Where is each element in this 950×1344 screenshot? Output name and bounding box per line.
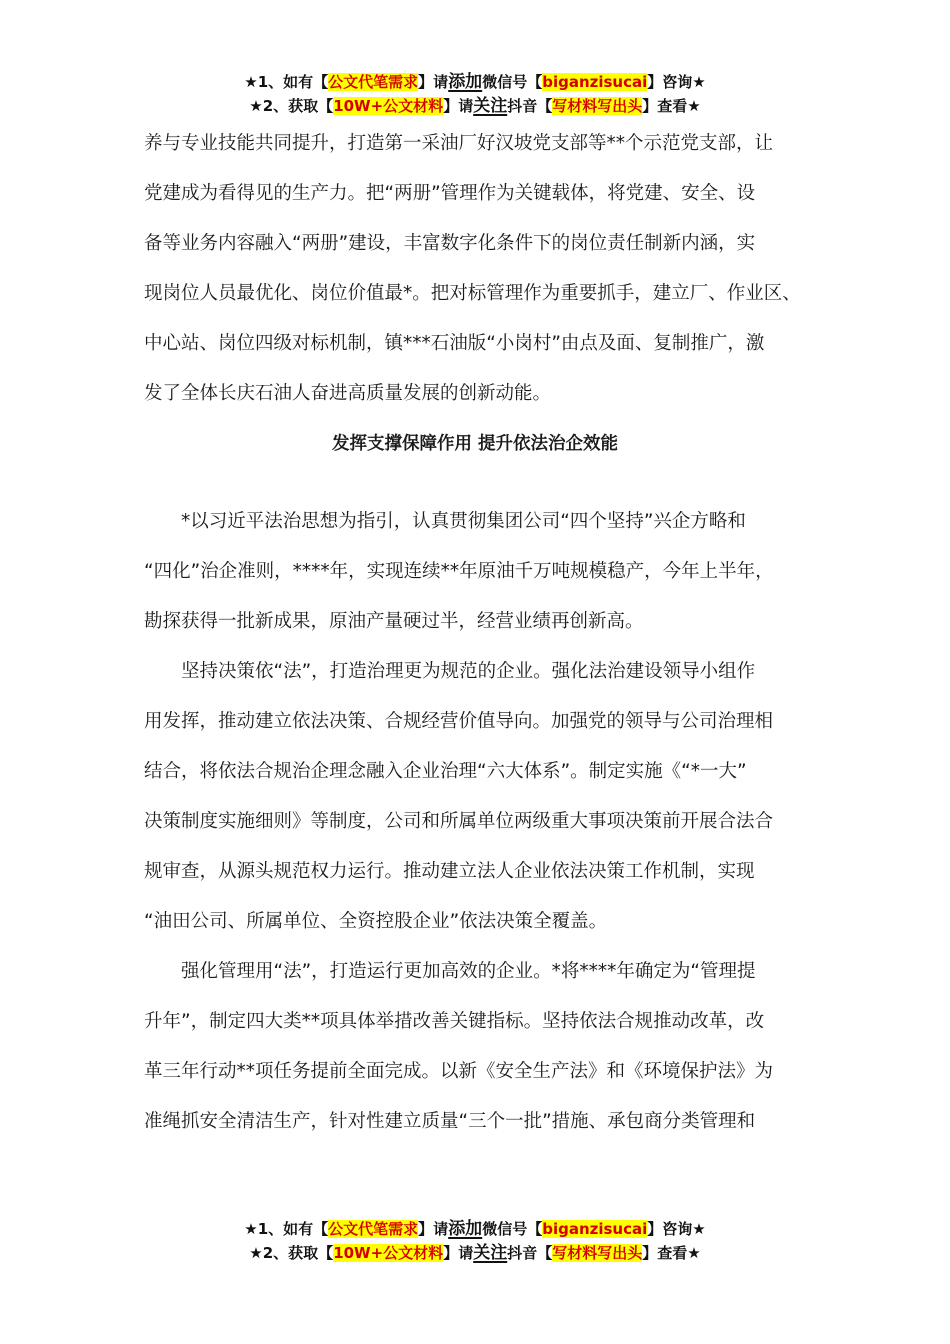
banner-text: 】查看★ <box>642 97 701 115</box>
body-line: 勘探获得一批新成果，原油产量硬过半，经营业绩再创新高。 <box>144 611 644 632</box>
body-line: 升年”，制定四大类**项具体举措改善关键指标。坚持依法合规推动改革，改 <box>144 1011 765 1032</box>
body-line: 结合，将依法合规治企理念融入企业治理“六大体系”。制定实施《“*一大” <box>144 761 747 782</box>
banner-text: ★2、获取【 <box>249 97 334 115</box>
banner-highlight: 10W+公文材料 <box>333 1244 444 1262</box>
banner-text: 】咨询★ <box>647 1220 706 1238</box>
banner-highlight: 公文代笔需求 <box>328 73 419 91</box>
banner-text: ★1、如有【 <box>244 1220 329 1238</box>
body-line: 用发挥，推动建立依法决策、合规经营价值导向。加强党的领导与公司治理相 <box>144 711 774 732</box>
body-line: 革三年行动**项任务提前全面完成。以新《安全生产法》和《环境保护法》为 <box>144 1061 774 1082</box>
body-line: 养与专业技能共同提升，打造第一采油厂好汉坡党支部等**个示范党支部，让 <box>144 133 774 154</box>
banner-douyin-id: 写材料写出头 <box>552 97 643 115</box>
bottom-banner <box>0 1217 950 1265</box>
banner-underlined: 关注 <box>473 96 508 116</box>
body-line: 发了全体长庆石油人奋进高质量发展的创新动能。 <box>144 383 552 404</box>
banner-douyin-id: 写材料写出头 <box>552 1244 643 1262</box>
banner-line-2 <box>0 1241 950 1265</box>
banner-text: 微信号【 <box>482 1220 543 1238</box>
body-line: “四化”治企准则，****年，实现连续**年原油千万吨规模稳产，今年上半年， <box>144 561 774 582</box>
banner-wechat-id: biganzisucai <box>542 73 648 91</box>
banner-text: 】请 <box>418 73 449 91</box>
body-line: *以习近平法治思想为指引，认真贯彻集团公司“四个坚持”兴企方略和 <box>181 511 746 532</box>
banner-text: 】请 <box>418 1220 449 1238</box>
banner-text: 】咨询★ <box>647 73 706 91</box>
banner-text: ★2、获取【 <box>249 1244 334 1262</box>
banner-text: 】查看★ <box>642 1244 701 1262</box>
body-line: “油田公司、所属单位、全资控股企业”依法决策全覆盖。 <box>144 911 608 932</box>
body-line: 坚持决策依“法”，打造治理更为规范的企业。强化法治建设领导小组作 <box>181 661 756 682</box>
banner-text: 微信号【 <box>482 73 543 91</box>
banner-line-2 <box>0 94 950 118</box>
section-heading: 发挥支撑保障作用 提升依法治企效能 <box>331 434 619 454</box>
banner-text: 抖音【 <box>507 1244 553 1262</box>
body-line: 强化管理用“法”，打造运行更加高效的企业。*将****年确定为“管理提 <box>181 961 756 982</box>
body-line: 中心站、岗位四级对标机制，镇***石油版“小岗村”由点及面、复制推广，激 <box>144 333 765 354</box>
body-line: 决策制度实施细则》等制度，公司和所属单位两级重大事项决策前开展合法合 <box>144 811 774 832</box>
banner-highlight: 10W+公文材料 <box>333 97 444 115</box>
body-line: 现岗位人员最优化、岗位价值最*。把对标管理作为重要抓手，建立厂、作业区、 <box>144 283 801 304</box>
body-line: 党建成为看得见的生产力。把“两册”管理作为关键载体，将党建、安全、设 <box>144 183 756 204</box>
banner-underlined: 添加 <box>448 1219 483 1239</box>
body-line: 规审查，从源头规范权力运行。推动建立法人企业依法决策工作机制，实现 <box>144 861 755 882</box>
top-banner <box>0 70 950 118</box>
banner-text: 抖音【 <box>507 97 553 115</box>
banner-text: ★1、如有【 <box>244 73 329 91</box>
banner-highlight: 公文代笔需求 <box>328 1220 419 1238</box>
banner-line-1 <box>0 1217 950 1241</box>
banner-text: 】请 <box>443 1244 474 1262</box>
banner-underlined: 关注 <box>473 1243 508 1263</box>
body-line: 备等业务内容融入“两册”建设，丰富数字化条件下的岗位责任制新内涵，实 <box>144 233 756 254</box>
banner-line-1 <box>0 70 950 94</box>
banner-wechat-id: biganzisucai <box>542 1220 648 1238</box>
banner-text: 】请 <box>443 97 474 115</box>
body-line: 准绳抓安全清洁生产，针对性建立质量“三个一批”措施、承包商分类管理和 <box>144 1111 756 1132</box>
banner-underlined: 添加 <box>448 72 483 92</box>
